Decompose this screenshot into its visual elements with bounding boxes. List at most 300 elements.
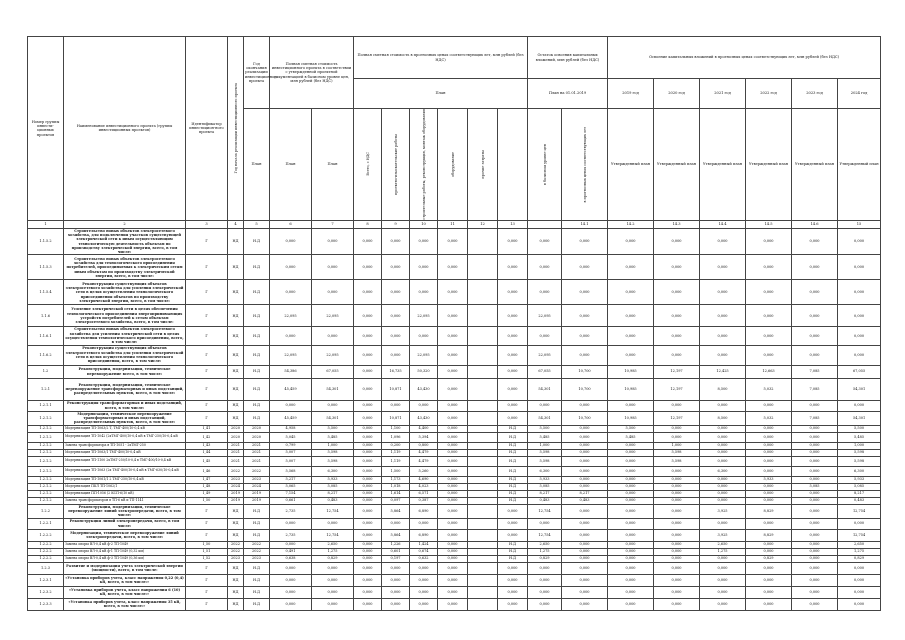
row-value: 0,000 bbox=[410, 228, 438, 255]
row-value: 0,000 bbox=[312, 518, 354, 529]
row-end-year: Н.Д bbox=[244, 327, 270, 345]
row-value: 0,000 bbox=[562, 598, 608, 610]
row-id: Г bbox=[186, 529, 228, 541]
row-value: 0,000 bbox=[354, 574, 382, 586]
row-id: Г bbox=[186, 345, 228, 365]
row-value: 0,000 bbox=[382, 586, 410, 598]
row-name: Реконструкция, модернизация, техническое перевооружение трансформаторных и иных подстанций, распределительных пунктов, всего, в том числе: bbox=[64, 378, 186, 400]
row-value: 12,754 bbox=[528, 529, 562, 541]
col-num: 2 bbox=[64, 220, 186, 228]
row-value: 45,459 bbox=[270, 411, 312, 425]
row-cell-blank bbox=[468, 586, 498, 598]
row-end-year: 2023 bbox=[244, 476, 270, 483]
row-start-year: НД bbox=[228, 598, 244, 610]
row-value: 0,000 bbox=[700, 442, 746, 449]
header-estimate-cost: Полная сметная стоимость инвестиционного проекта в соответствии с утвержденной проектной документацией в базисном уровне цен, млн рублей (без НДС) bbox=[270, 37, 354, 109]
row-value: 0,000 bbox=[438, 562, 468, 574]
row-value: 0,000 bbox=[354, 327, 382, 345]
row-value: 0,000 bbox=[528, 228, 562, 255]
row-value: 0,000 bbox=[608, 504, 654, 518]
table-row bbox=[28, 442, 881, 449]
col-num: 9 bbox=[382, 220, 410, 228]
row-value: 10,985 bbox=[608, 411, 654, 425]
row-value: 8,217 bbox=[838, 490, 881, 497]
row-value: 5,500 bbox=[838, 425, 881, 432]
row-value: 1,096 bbox=[382, 432, 410, 442]
row-value: 0,661 bbox=[270, 497, 312, 504]
row-cell-blank bbox=[468, 425, 498, 432]
row-start-year: 2021 bbox=[228, 456, 244, 466]
row-value: 0,000 bbox=[562, 586, 608, 598]
row-value: 0,000 bbox=[792, 476, 838, 483]
row-value: 0,000 bbox=[528, 574, 562, 586]
row-value: 0,000 bbox=[792, 598, 838, 610]
row-start-year: НД bbox=[228, 280, 244, 305]
row-value: 0,000 bbox=[746, 327, 792, 345]
row-id: Г bbox=[186, 574, 228, 586]
row-end-year: Н.Д bbox=[244, 529, 270, 541]
row-value: 22,095 bbox=[270, 345, 312, 365]
row-value: 0,000 bbox=[700, 574, 746, 586]
row-value: 0,000 bbox=[608, 541, 654, 548]
row-value: 2,650 bbox=[312, 541, 354, 548]
row-start-year: 2020 bbox=[228, 425, 244, 432]
row-value: 10,871 bbox=[382, 378, 410, 400]
row-value: 0,000 bbox=[792, 548, 838, 555]
row-end-year: Н.Д bbox=[244, 562, 270, 574]
row-start-year: 2020 bbox=[228, 432, 244, 442]
row-number: 1.2.1.2 bbox=[28, 425, 64, 432]
row-value: 0,800 bbox=[410, 442, 438, 449]
row-value: 0,000 bbox=[654, 574, 700, 586]
row-value: 0,483 bbox=[562, 497, 608, 504]
table-row bbox=[28, 562, 881, 574]
row-value: 0,000 bbox=[562, 456, 608, 466]
row-value: 4,958 bbox=[270, 425, 312, 432]
table-row bbox=[28, 548, 881, 555]
row-name: Модернизация ТП-1063/2 Т, ТМГ-400/10-0,4 кВ bbox=[64, 425, 186, 432]
header-fact-equipment: оборудование bbox=[438, 109, 468, 221]
row-value: 0,000 bbox=[498, 345, 528, 365]
row-value: Н.Д bbox=[498, 442, 528, 449]
row-cell-blank bbox=[468, 400, 498, 411]
row-value: 4,479 bbox=[410, 449, 438, 456]
row-value: 0,000 bbox=[608, 490, 654, 497]
row-value: 0,000 bbox=[562, 425, 608, 432]
table-row bbox=[28, 466, 881, 476]
row-value: 0,000 bbox=[654, 305, 700, 327]
col-num: 10 bbox=[410, 220, 438, 228]
row-name: Модернизация, техническое перевооружение линий электропередачи, всего, в том числе: bbox=[64, 529, 186, 541]
row-value: 0,000 bbox=[654, 586, 700, 598]
row-value: 0,000 bbox=[438, 529, 468, 541]
row-cell-blank bbox=[468, 598, 498, 610]
row-value: 0,000 bbox=[608, 280, 654, 305]
row-value: 0,000 bbox=[792, 345, 838, 365]
row-start-year: 2021 bbox=[228, 449, 244, 456]
row-value: 8,500 bbox=[700, 411, 746, 425]
row-number: 1.1.6.2 bbox=[28, 345, 64, 365]
row-value: 0,000 bbox=[312, 562, 354, 574]
row-value: 0,000 bbox=[438, 497, 468, 504]
row-value: 0,000 bbox=[654, 432, 700, 442]
row-value: 4,400 bbox=[410, 425, 438, 432]
row-id: I_41 bbox=[186, 425, 228, 432]
row-value: 0,000 bbox=[792, 518, 838, 529]
row-value: 0,000 bbox=[438, 255, 468, 280]
row-value: 0,000 bbox=[792, 228, 838, 255]
row-value: 0,000 bbox=[438, 345, 468, 365]
row-value: Н.Д bbox=[498, 555, 528, 562]
row-value: 0,000 bbox=[838, 586, 881, 598]
row-number: 1.2.2.2 bbox=[28, 541, 64, 548]
row-name: Модернизация ПКЛ ТП-1062/1 bbox=[64, 483, 186, 490]
row-end-year: Н.Д bbox=[244, 586, 270, 598]
row-value: 5,085 bbox=[528, 483, 562, 490]
row-value: 0,000 bbox=[562, 442, 608, 449]
row-start-year: 2019 bbox=[228, 497, 244, 504]
row-value: 0,000 bbox=[354, 228, 382, 255]
row-value: 0,000 bbox=[654, 497, 700, 504]
row-value: 0,000 bbox=[354, 466, 382, 476]
table-row bbox=[28, 378, 881, 400]
table-row bbox=[28, 365, 881, 378]
row-value: 0,000 bbox=[608, 518, 654, 529]
row-value: 0,000 bbox=[746, 442, 792, 449]
row-value: 12,754 bbox=[838, 504, 881, 518]
header-year-2021: 2021 год bbox=[700, 79, 746, 109]
row-value: 0,000 bbox=[746, 345, 792, 365]
row-value: Н.Д bbox=[498, 456, 528, 466]
row-value: 0,000 bbox=[700, 490, 746, 497]
row-value: 22,095 bbox=[312, 345, 354, 365]
row-value: 0,000 bbox=[792, 541, 838, 548]
row-value: 0,000 bbox=[498, 411, 528, 425]
row-value: 5,933 bbox=[528, 476, 562, 483]
row-value: 0,000 bbox=[354, 442, 382, 449]
row-cell-blank bbox=[468, 345, 498, 365]
table-row bbox=[28, 228, 881, 255]
row-value: 0,000 bbox=[382, 305, 410, 327]
row-value: 5,032 bbox=[746, 411, 792, 425]
row-value: 0,000 bbox=[410, 400, 438, 411]
row-value: 0,000 bbox=[746, 541, 792, 548]
row-value: 12,754 bbox=[528, 504, 562, 518]
row-value: 0,000 bbox=[838, 400, 881, 411]
row-value: 0,000 bbox=[654, 518, 700, 529]
row-value: 5,032 bbox=[746, 378, 792, 400]
row-value: 1,226 bbox=[382, 541, 410, 548]
row-value: 0,000 bbox=[438, 228, 468, 255]
row-end-year: 2020 bbox=[244, 425, 270, 432]
row-id: I_44 bbox=[186, 449, 228, 456]
header-remain-forecast: в прогнозных ценах соответствующих лет bbox=[562, 109, 608, 221]
row-value: 0,000 bbox=[270, 541, 312, 548]
row-start-year: НД bbox=[228, 504, 244, 518]
row-name: Замена трансформаторов в ТП-6 кВ и ТП-1141 bbox=[64, 497, 186, 504]
row-value: 0,000 bbox=[562, 255, 608, 280]
row-value: 0,000 bbox=[792, 466, 838, 476]
row-value: 0,000 bbox=[354, 411, 382, 425]
row-cell-blank bbox=[468, 378, 498, 400]
row-value: 1,000 bbox=[654, 442, 700, 449]
row-value: 2,735 bbox=[270, 529, 312, 541]
row-value: 54,301 bbox=[838, 411, 881, 425]
row-id: Г bbox=[186, 562, 228, 574]
row-value: 0,000 bbox=[562, 400, 608, 411]
row-value: 0,000 bbox=[562, 327, 608, 345]
row-value: Н.Д bbox=[498, 497, 528, 504]
row-value: 43,430 bbox=[410, 378, 438, 400]
row-value: 0,000 bbox=[700, 305, 746, 327]
row-value: 0,000 bbox=[438, 541, 468, 548]
row-value: 0,000 bbox=[382, 280, 410, 305]
row-id: Г bbox=[186, 327, 228, 345]
row-id: I_43 bbox=[186, 442, 228, 449]
row-start-year: НД bbox=[228, 562, 244, 574]
row-value: 0,000 bbox=[270, 327, 312, 345]
row-value: 0,000 bbox=[438, 327, 468, 345]
row-name: Модернизация ПП-1056 (2 КСП-6/10 кВ) bbox=[64, 490, 186, 497]
row-value: 0,197 bbox=[382, 555, 410, 562]
row-value: 67,055 bbox=[838, 365, 881, 378]
row-value: Н.Д bbox=[498, 432, 528, 442]
row-value: 0,000 bbox=[700, 400, 746, 411]
row-name: Модернизация ТП-1100 2хТМГ-250/10-0,4 в ТМГ-400/10-0,4 кВ bbox=[64, 456, 186, 466]
row-value: 0,000 bbox=[746, 562, 792, 574]
row-start-year: 2021 bbox=[228, 442, 244, 449]
row-value: 0,000 bbox=[562, 483, 608, 490]
row-value: 0,000 bbox=[354, 476, 382, 483]
row-value: 2,735 bbox=[270, 504, 312, 518]
row-value: 0,000 bbox=[498, 504, 528, 518]
row-value: 0,000 bbox=[608, 476, 654, 483]
row-value: 0,000 bbox=[838, 345, 881, 365]
row-value: 0,000 bbox=[438, 490, 468, 497]
row-value: 0,000 bbox=[562, 228, 608, 255]
col-num: 13 bbox=[498, 220, 528, 228]
row-name: Реконструкция существующих объектов электросетевого хозяйства для усиления электрической сети в целях осуществления технологического присоединения, всего, в том числе: bbox=[64, 345, 186, 365]
table-row bbox=[28, 586, 881, 598]
row-id: Г bbox=[186, 504, 228, 518]
row-value: 0,000 bbox=[312, 327, 354, 345]
row-value: Н.Д bbox=[498, 449, 528, 456]
header-approved-2024: Утвержденный план bbox=[838, 109, 881, 221]
row-value: 12,197 bbox=[654, 411, 700, 425]
row-value: 5,598 bbox=[838, 449, 881, 456]
row-end-year: 2019 bbox=[244, 497, 270, 504]
row-value: 0,000 bbox=[608, 586, 654, 598]
row-value: 0,000 bbox=[838, 327, 881, 345]
row-value: 0,000 bbox=[438, 586, 468, 598]
row-value: 0,000 bbox=[608, 562, 654, 574]
row-value: 0,000 bbox=[410, 327, 438, 345]
col-num: 14.1 bbox=[562, 220, 608, 228]
row-value: 0,000 bbox=[608, 327, 654, 345]
header-fact-design: проектно-изыскательские работы bbox=[382, 109, 410, 221]
row-value: 5,394 bbox=[410, 432, 438, 442]
row-value: 0,000 bbox=[654, 529, 700, 541]
row-value: 0,000 bbox=[700, 432, 746, 442]
row-value: 0,000 bbox=[700, 562, 746, 574]
row-start-year: 2022 bbox=[228, 548, 244, 555]
row-number: 1.2.2.2 bbox=[28, 529, 64, 541]
row-name: Усиление электрической сети в целях обеспечения технологического присоединения энергопринимающих устройств потребителей к сетям объектам электросетевого хозяйства, всего, в том числе: bbox=[64, 305, 186, 327]
row-value: 12,754 bbox=[838, 529, 881, 541]
row-id: I_45 bbox=[186, 456, 228, 466]
row-name: Замена опоры ВЛ-0,4 кВ ф-1 ТП-1049 (0,32 км) bbox=[64, 548, 186, 555]
row-value: 10,700 bbox=[562, 411, 608, 425]
row-value: 0,000 bbox=[746, 425, 792, 432]
row-value: 5,864 bbox=[382, 504, 410, 518]
row-value: 1,000 bbox=[312, 442, 354, 449]
row-value: 0,000 bbox=[354, 280, 382, 305]
column-number-row bbox=[28, 220, 881, 228]
row-value: 0,000 bbox=[746, 280, 792, 305]
row-value: 0,000 bbox=[312, 598, 354, 610]
row-value: 0,000 bbox=[654, 504, 700, 518]
row-value: 0,000 bbox=[746, 449, 792, 456]
col-num: 14.4 bbox=[700, 220, 746, 228]
table-row bbox=[28, 280, 881, 305]
row-value: 4,690 bbox=[410, 476, 438, 483]
row-value: 0,000 bbox=[562, 466, 608, 476]
row-value: 12,663 bbox=[746, 365, 792, 378]
row-value: 0,000 bbox=[654, 598, 700, 610]
row-value: 6,300 bbox=[528, 466, 562, 476]
table-row bbox=[28, 456, 881, 466]
row-id: I_46 bbox=[186, 466, 228, 476]
row-value: 0,000 bbox=[354, 456, 382, 466]
row-start-year: НД bbox=[228, 305, 244, 327]
row-value: 0,000 bbox=[354, 497, 382, 504]
row-cell-blank bbox=[468, 562, 498, 574]
row-value: 0,000 bbox=[354, 562, 382, 574]
row-id: I_49 bbox=[186, 490, 228, 497]
header-fact-construction: строительные работы, реконструкция, монтаж оборудования bbox=[410, 109, 438, 221]
table-row bbox=[28, 483, 881, 490]
header-estimate-plan-b: План bbox=[312, 109, 354, 221]
col-num bbox=[528, 220, 562, 228]
row-value: 0,000 bbox=[746, 586, 792, 598]
row-value: 4,479 bbox=[410, 456, 438, 466]
row-value: 0,000 bbox=[270, 400, 312, 411]
row-value: 0,000 bbox=[746, 228, 792, 255]
row-value: 0,000 bbox=[312, 400, 354, 411]
row-value: 0,000 bbox=[438, 555, 468, 562]
row-number: 1.2.1.2 bbox=[28, 466, 64, 476]
header-start-year: Год начала реализации инвестиционного проекта bbox=[228, 37, 244, 221]
row-value: 0,000 bbox=[746, 400, 792, 411]
row-value: 0,000 bbox=[498, 327, 528, 345]
row-value: 6,890 bbox=[410, 504, 438, 518]
row-id: I_42 bbox=[186, 432, 228, 442]
header-plan-group: Освоение капитальных вложений в прогнозных ценах соответствующих лет, млн рублей (без НДС) bbox=[608, 37, 881, 79]
row-name: Модернизация, техническое перевооружение трансформаторных и иных подстанций, распределительных пунктов, всего, в том числе: bbox=[64, 411, 186, 425]
row-number: 1.2.1.2 bbox=[28, 411, 64, 425]
row-value: 0,000 bbox=[498, 574, 528, 586]
row-value: 0,000 bbox=[838, 280, 881, 305]
row-value: 6,571 bbox=[410, 490, 438, 497]
row-value: 1,119 bbox=[382, 456, 410, 466]
row-value: 7,085 bbox=[792, 411, 838, 425]
row-value: 0,000 bbox=[746, 518, 792, 529]
header-year-2024: 2024 год bbox=[838, 79, 881, 109]
row-value: 0,799 bbox=[270, 442, 312, 449]
row-value: 5,598 bbox=[838, 456, 881, 466]
row-value: 0,000 bbox=[792, 432, 838, 442]
row-value: 0,000 bbox=[608, 548, 654, 555]
row-value: 67,055 bbox=[312, 365, 354, 378]
row-value: 0,000 bbox=[498, 280, 528, 305]
row-id: Г bbox=[186, 400, 228, 411]
row-value: 0,000 bbox=[528, 255, 562, 280]
row-value: 0,000 bbox=[562, 280, 608, 305]
row-name: Строительство новых объектов электросетевого хозяйства для усиления электрической сети в целях осуществления технологического присоединения, всего, в том числе: bbox=[65, 327, 184, 345]
row-number: 1.2.3 bbox=[28, 562, 64, 574]
row-value: 0,000 bbox=[746, 598, 792, 610]
row-end-year: Н.Д bbox=[244, 400, 270, 411]
row-number: 1.2.2 bbox=[28, 504, 64, 518]
row-value: 0,000 bbox=[382, 327, 410, 345]
col-num: 15 bbox=[838, 220, 881, 228]
row-value: 0,000 bbox=[498, 305, 528, 327]
row-value: 0,000 bbox=[700, 586, 746, 598]
row-id: I_51 bbox=[186, 548, 228, 555]
row-value: 0,000 bbox=[838, 305, 881, 327]
row-value: 0,000 bbox=[528, 586, 562, 598]
header-remaining: Остаток освоения капитальных вложений, млн рублей (без НДС) bbox=[528, 37, 608, 79]
row-value: 0,000 bbox=[608, 345, 654, 365]
row-value: 0,000 bbox=[270, 280, 312, 305]
row-value: 0,000 bbox=[312, 574, 354, 586]
row-value: 16,735 bbox=[382, 365, 410, 378]
row-value: 0,000 bbox=[700, 425, 746, 432]
header-approved-2019: Утвержденный план bbox=[608, 109, 654, 221]
row-value: 0,000 bbox=[382, 518, 410, 529]
row-name: Строительство новых объектов электросетевого хозяйства для технологического присоединения потребителей, присоединяемых к электрическим сетям иным объектам по производству электрической энергии, всего, в том числе: bbox=[64, 255, 186, 280]
header-year-2023: 2023 год bbox=[792, 79, 838, 109]
header-group-number: Номер группы инвести-ционных проектов bbox=[28, 37, 64, 221]
header-fact-blank bbox=[498, 109, 528, 221]
row-value: 0,000 bbox=[438, 400, 468, 411]
row-value: 3,925 bbox=[700, 504, 746, 518]
row-value: 7,154 bbox=[270, 490, 312, 497]
row-value: 0,638 bbox=[270, 555, 312, 562]
row-cell-blank bbox=[468, 255, 498, 280]
row-value: 0,000 bbox=[438, 280, 468, 305]
row-value: 0,483 bbox=[528, 497, 562, 504]
row-value: 0,000 bbox=[438, 476, 468, 483]
col-num: 7 bbox=[312, 220, 354, 228]
row-value: 1,614 bbox=[382, 490, 410, 497]
row-number: 1.2.1.2 bbox=[28, 432, 64, 442]
row-cell-blank bbox=[468, 432, 498, 442]
row-name: Реконструкция линий электропередачи, всего, в том числе: bbox=[64, 518, 186, 529]
row-value: 54,301 bbox=[312, 411, 354, 425]
row-value: 0,000 bbox=[354, 548, 382, 555]
row-value: 0,000 bbox=[354, 365, 382, 378]
row-value: 1,275 bbox=[528, 548, 562, 555]
col-num: 8 bbox=[354, 220, 382, 228]
row-end-year: Н.Д bbox=[244, 228, 270, 255]
row-number: 1.2.3.1 bbox=[28, 574, 64, 586]
row-cell-blank bbox=[468, 483, 498, 490]
row-value: 6,890 bbox=[410, 529, 438, 541]
row-value: 0,000 bbox=[792, 497, 838, 504]
row-value: 5,933 bbox=[838, 476, 881, 483]
row-value: 0,000 bbox=[792, 574, 838, 586]
